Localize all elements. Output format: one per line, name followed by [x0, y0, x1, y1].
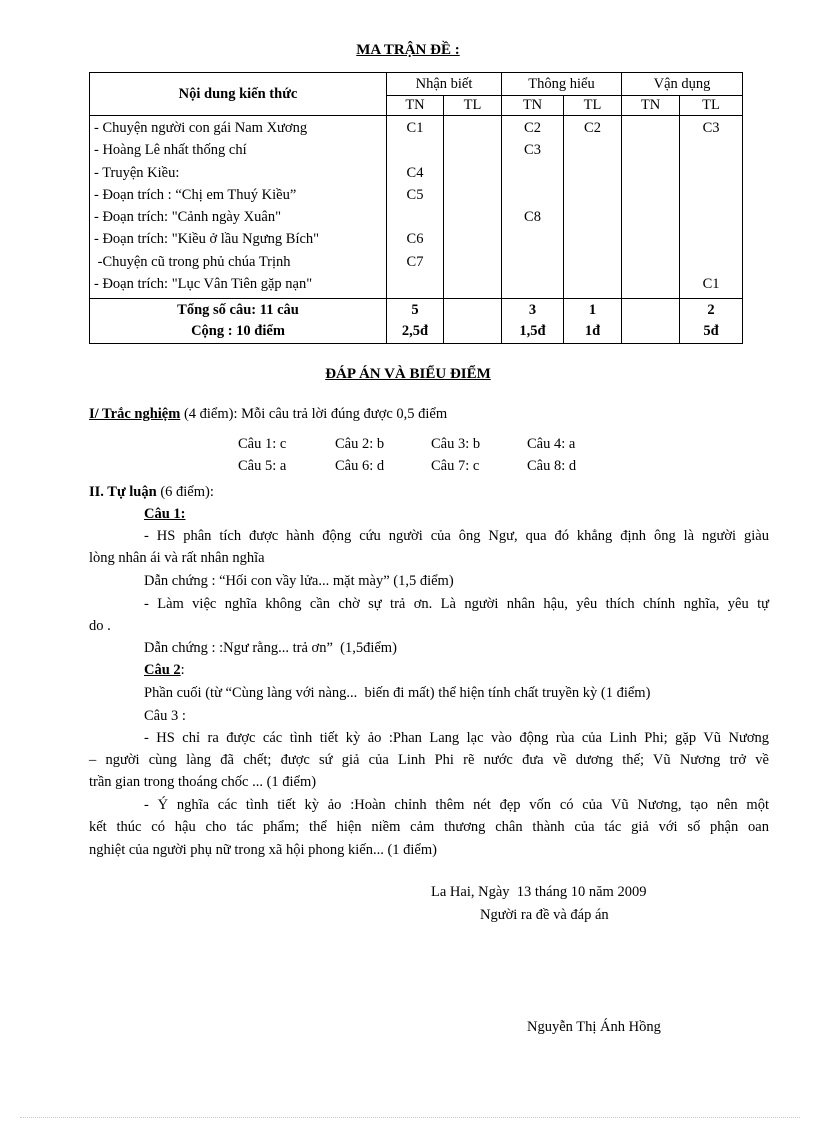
col-nb-tn — [387, 116, 444, 299]
topic-item: - Hoàng Lê nhất thống chí — [94, 142, 247, 159]
total-points: 2,5đ — [401, 323, 429, 340]
matrix-cell — [682, 206, 740, 228]
total-count: 2 — [707, 302, 715, 319]
answers-title: ĐÁP ÁN VÀ BIỂU ĐIỂM — [325, 366, 491, 382]
matrix-title: MA TRẬN ĐỀ : — [356, 42, 460, 58]
q1-evidence-1: Dẫn chứng : “Hối con vầy lửa... mặt mày” (1,5 điểm) — [144, 573, 454, 589]
q3-paragraph-2-end: nghiệt của người phụ nữ trong xã hội phong kiến... (1 điểm) — [89, 842, 437, 858]
header-recognition: Nhận biết — [387, 73, 502, 96]
q3-paragraph-1-cont: – người cùng làng đã chết; được sứ giả của Linh Phi rẽ nước đưa về dương thế; Vũ Nương trở về — [89, 752, 769, 768]
answer-key: Câu 5: a — [238, 458, 287, 474]
total-count: 3 — [528, 302, 537, 319]
topic-item: -Chuyện cũ trong phủ chúa Trịnh — [94, 253, 291, 270]
total-count: 1 — [588, 302, 597, 319]
header-comprehension: Thông hiểu — [502, 73, 622, 96]
q1-paragraph-1-cont: lòng nhân ái và rất nhân nghĩa — [89, 550, 265, 566]
matrix-cell — [504, 228, 561, 250]
total-vd-tn — [622, 299, 680, 344]
matrix-body-row — [90, 116, 743, 299]
part1-line — [89, 404, 447, 424]
col-th-tl — [564, 116, 622, 299]
signature-place-date: La Hai, Ngày 13 tháng 10 năm 2009 — [431, 884, 647, 900]
answer-key: Câu 4: a — [527, 436, 576, 452]
matrix-cell — [682, 139, 740, 161]
total-vd-tl — [680, 299, 743, 344]
matrix-cell: C1 — [702, 276, 720, 293]
topic-item: - Đoạn trích: "Kiều ở lầu Ngưng Bích" — [94, 231, 320, 248]
signature-name: Nguyễn Thị Ánh Hồng — [527, 1019, 661, 1035]
total-points: 1,5đ — [519, 323, 546, 340]
matrix-cell: C2 — [584, 120, 601, 136]
subheader-nb-tl: TL — [444, 96, 502, 116]
question1-label: Câu 1: — [144, 506, 186, 522]
topic-item: - Đoạn trích : “Chị em Thuý Kiều” — [94, 186, 297, 203]
question2-label: Câu 2 — [144, 662, 181, 678]
answer-key: Câu 2: b — [335, 436, 385, 452]
q1-evidence-2: Dẫn chứng : :Ngư rằng... trả ơn” (1,5điểm) — [144, 640, 397, 656]
subheader-nb-tn: TN — [387, 96, 444, 116]
matrix-cell — [389, 139, 441, 161]
totals-label-cell — [90, 299, 387, 344]
q2-answer: Phần cuối (từ “Cùng làng với nàng... biến đi mất) thể hiện tính chất truyền kỳ (1 điểm) — [144, 685, 651, 701]
total-th-tn — [502, 299, 564, 344]
part1-description: (4 điểm): Mỗi câu trả lời đúng được 0,5 điểm — [180, 406, 448, 422]
topics-cell — [90, 116, 387, 299]
matrix-cell: C5 — [406, 186, 424, 203]
col-vd-tn — [622, 116, 680, 299]
question2-colon: : — [180, 662, 185, 678]
topic-item: - Đoạn trích: "Cảnh ngày Xuân" — [94, 209, 281, 226]
matrix-cell — [504, 251, 561, 273]
total-score: Cộng : 10 điểm — [191, 323, 285, 340]
q1-paragraph-2-cont: do . — [89, 618, 111, 634]
total-nb-tn — [387, 299, 444, 344]
topic-item: - Đoạn trích: "Lục Vân Tiên gặp nạn" — [94, 276, 313, 293]
q3-paragraph-2: - Ý nghĩa các tình tiết kỳ ảo :Hoàn chỉnh thêm nét đẹp vốn có của Vũ Nương, tạo nên một — [144, 797, 769, 813]
matrix-cell — [504, 162, 561, 184]
totals-row — [90, 299, 743, 344]
q3-paragraph-2-cont: kết thúc có hậu cho tác phẩm; thể hiện niềm cảm thương chân thành của tác giả với số phận oan — [89, 819, 769, 835]
col-nb-tl — [444, 116, 502, 299]
matrix-cell — [682, 228, 740, 250]
col-th-tn — [502, 116, 564, 299]
matrix-cell — [389, 273, 441, 295]
part2-heading: II. Tự luận — [89, 484, 157, 500]
matrix-cell — [682, 162, 740, 184]
answer-key: Câu 7: c — [431, 458, 480, 474]
question2-line — [144, 660, 185, 680]
subheader-th-tl: TL — [564, 96, 622, 116]
total-th-tl — [564, 299, 622, 344]
matrix-cell — [682, 251, 740, 273]
knowledge-matrix-table — [89, 72, 743, 344]
matrix-cell: C7 — [406, 253, 424, 270]
subheader-th-tn: TN — [502, 96, 564, 116]
page-bottom-divider — [20, 1117, 800, 1118]
matrix-cell: C4 — [406, 164, 424, 181]
matrix-cell: C3 — [524, 142, 541, 159]
matrix-cell: C2 — [524, 120, 541, 136]
q3-paragraph-1: - HS chỉ ra được các tình tiết kỳ ảo :Phan Lang lạc vào động rùa của Linh Phi; gặp Vũ Nương — [144, 730, 769, 746]
matrix-cell — [682, 184, 740, 206]
matrix-cell: C3 — [702, 120, 720, 136]
answer-key: Câu 8: d — [527, 458, 577, 474]
question3-label: Câu 3 : — [144, 708, 186, 724]
part2-line — [89, 482, 214, 502]
part2-description: (6 điểm): — [156, 484, 214, 500]
total-points: 1đ — [584, 323, 601, 340]
matrix-cell — [389, 206, 441, 228]
answer-key: Câu 3: b — [431, 436, 481, 452]
q3-paragraph-1-end: trần gian trong thoáng chốc ... (1 điểm) — [89, 774, 317, 790]
subheader-vd-tn: TN — [622, 96, 680, 116]
total-points: 5đ — [703, 323, 719, 340]
matrix-cell — [504, 184, 561, 206]
answer-key: Câu 6: d — [335, 458, 385, 474]
col-vd-tl — [680, 116, 743, 299]
header-application: Vận dụng — [622, 73, 743, 96]
total-question-count: Tổng số câu: 11 câu — [177, 302, 299, 319]
q1-paragraph-2: - Làm việc nghĩa không cần chờ sự trả ơn. Là người nhân hậu, yêu thích chính nghĩa, yêu tự — [144, 596, 769, 612]
q1-paragraph-1: - HS phân tích được hành động cứu người của ông Ngư, qua đó khẳng định ông là người giàu — [144, 528, 769, 544]
signature-role: Người ra đề và đáp án — [480, 907, 609, 923]
part1-heading: I/ Trắc nghiệm — [89, 406, 181, 422]
topic-item: - Chuyện người con gái Nam Xương — [94, 120, 308, 136]
total-nb-tl — [444, 299, 502, 344]
matrix-cell: C6 — [406, 231, 424, 248]
header-content: Nội dung kiến thức — [90, 73, 387, 116]
subheader-vd-tl: TL — [680, 96, 743, 116]
matrix-cell: C8 — [524, 209, 541, 226]
answer-key: Câu 1: c — [238, 436, 287, 452]
total-count: 5 — [411, 302, 419, 319]
matrix-cell — [504, 273, 561, 295]
topic-item: - Truyện Kiều: — [94, 164, 180, 181]
matrix-cell: C1 — [406, 120, 424, 136]
